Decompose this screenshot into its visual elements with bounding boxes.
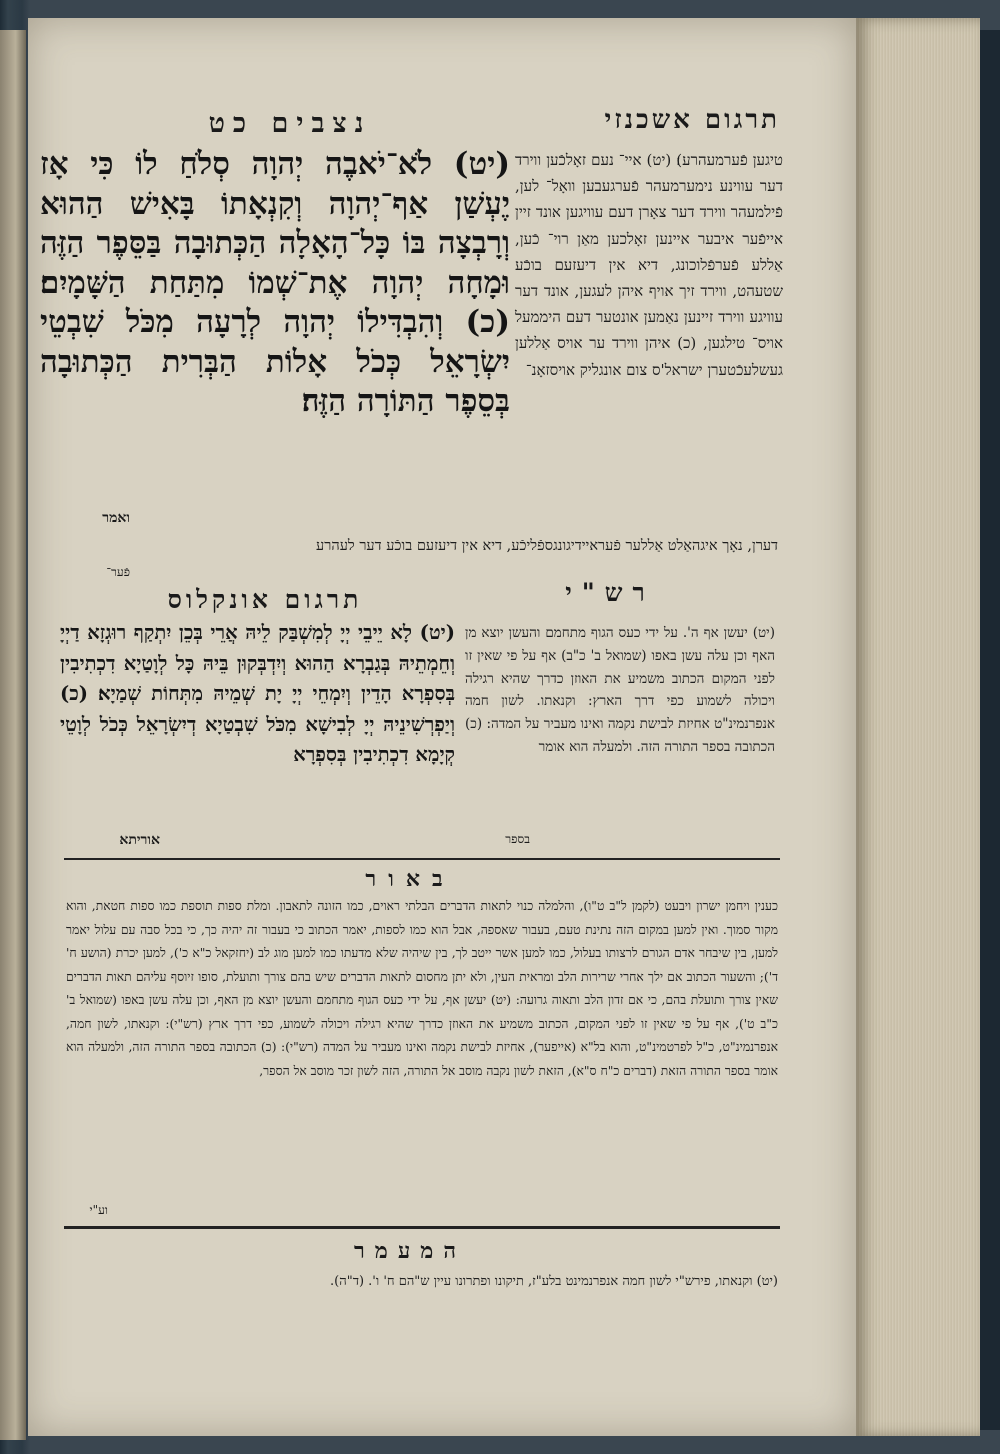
page-stack-edge (856, 18, 980, 1436)
german-translation: טיגען פֿערמעהרע)׃ (יט) איי־ נעם זאָלכֿען ווירד דער עווינע נימערמעהר פֿערגעבען וואָל־ לען, פֿילמעהר ווירד דער צאָרן דעם עוויגען אונד זיין אייפֿער איבער איינען זאָלכען מאַן רוי־ כֿען, אַללע פֿערפֿלוכונג, דיא אין דיעזעם בוכֿע שטעהט, ווירד זיך אויף איהן לעגען, אונד דער עוויגע ווירד זיינען נאַמען אונטער דעם היממעל אויס־ טילגען, (כ) איהן ווירד ער אויס אַללען געשלעכֿטערן ישראל'ס צום אונגליק אויסזאָנ־ (515, 151, 783, 379)
rashi-title: רש"י (565, 578, 655, 607)
divider-rule-bottom (64, 1226, 780, 1229)
onkelos-text: (יט) לָא יֵיבֵי יְיָ לְמִשְׁבַּק לֵיהּ אֲרֵי בְּכֵן יִתְקַף רוּגְזָא דַיְיָ וְחֵמְתֵיהּ בְּגַבְרָא הַהוּא וְיִדְבְּקוּן בֵּיהּ כָּל לְוָטַיָא דִכְתִיבִין בְּסִפְרָא הָדֵין וְיִמְחֵי יְיָ יָת שְׁמֵיהּ מִתְּחוֹת שְׁמַיָא׃ (כ) וְיַפְרְשִׁינֵיהּ יְיָ לְבִישָׁא מִכֹּל שִׁבְטַיָא דְיִשְׂרָאֵל כְּכֹל לְוָטֵי קְיָמָא דִכְתִיבִין בְּסִפְרָא (60, 621, 455, 766)
divider-rule-top (64, 858, 780, 860)
onkelos-title: תרגום אונקלוס (167, 585, 363, 614)
verse-catchword: ואמר (102, 510, 130, 526)
previous-page-edge (0, 30, 26, 1440)
header-targum-ashkenazi: תרגום אשכנזי (604, 105, 780, 135)
rashi-catchword: בספר (505, 832, 530, 846)
meamer-title: המעמר (354, 1238, 466, 1264)
meamer-text: (יט) וקנאתו, פירש"י לשון חמה אנפרנמינט בלע"ז, תיקונו ופתרונו עיין ש"הם ח' ו'. (ד"ה). (330, 1274, 778, 1289)
onkelos-catchword: אוריתא (119, 832, 160, 848)
german-catchword: פֿער־ (106, 565, 130, 579)
german-translation-fullline: דערן, נאָך איגהאַלט אַללער פֿעראיידיגונגספֿליכֿע, דיא אין דיעזעם בוכֿע דער לעהרע (316, 538, 778, 554)
header-parasha: נצבים כט (208, 108, 372, 139)
biur-title: באור (365, 866, 455, 892)
biur-text: כענין ויחמן ישרון ויבעט (לקמן ל"ב ט"ו), והלמלה כנוי לתאות הדברים הבלתי ראוים, כמו הזונה לתאבון. ומלת ספות תוספת כמו ספות חטאת, והוא מקור סמוך. ואין למען במקום הזה נתינת טעם, בעבור שאספה, אבל הוא כמו לספות, יאמר הכתוב כי בעבור זה יהיה כך, כי בכל סבה עם עלול יאמר למען, בין שיבחר אדם הגורם לרצותו בעלול, כמו למען אשר ייטב לך, בין שיהיה שלא מדעתו כמו למען מוג לב (יחזקאל כ"א כ'), למען יכרת (הושע ח' ד'); והשעור הכתוב אם ילך אחרי שרירות הלב ומראית העין, ולא יתן מחסום לתאות הדברים שיש בהם צורך ותועלת, סופו זיוסף עליהם תאות הדברים שאין צורך ותועלת בהם, כי אם זדון הלב ותאוה גרועה: (יט) יעשן אף, על ידי כעס הגוף מתחמם והעשן יוצא מן האף, וכן עלה עשן באפו (שמואל ב' כ"ב ט'), אף על פי שאין זו לפני המקום, הכתוב משמיע את האוזן כדרך שהיא רגילה ויכולה לשמוע, כפי דרך ארץ (רש"י): וקנאתו, לשון חמה, אנפרנמינ"ט, כ"ל לפרטמינ"ט, והוא בל"א (אייפער), אחיזת לבישת נקמה ואינו מעביר על המדה (רש"י): (כ) הכתובה בספר התורה הזה, ולמעלה הוא אומר בספר התורה הזאת (דברים כ"ח ס"א), הזאת לשון נקבה מוסב אל התורה, הזה לשון זכר מוסב אל הספר, (66, 899, 778, 1078)
biur-end: וע"י (89, 1203, 108, 1217)
scan-border (980, 30, 1000, 1430)
hebrew-verse: (יט) לֹא־יֹאבֶה יְהוָה סְלֹחַ לוֹ כִּי אָז יֶעְשַׁן אַף־יְהוָה וְקִנְאָתוֹ בָּאִישׁ הַהוּא וְרָבְצָה בּוֹ כָּל־הָאָלָה הַכְּתוּבָה בַּסֵּפֶר הַזֶּה וּמָחָה יְהוָה אֶת־שְׁמוֹ מִתַּחַת הַשָּׁמָיִם׃ (כ) וְהִבְדִּילוֹ יְהוָה לְרָעָה מִכֹּל שִׁבְטֵי יִשְׂרָאֵל כְּכֹל אָלוֹת הַבְּרִית הַכְּתוּבָה בְּסֵפֶר הַתּוֹרָה הַזֶּה׃ (40, 146, 510, 419)
rashi-text: (יט) יעשן אף ה'. על ידי כעס הגוף מתחמם והעשן יוצא מן האף וכן עלה עשן באפו (שמואל ב' כ"ב) אף על פי שאין זו לפני המקום הכתוב משמיע את האוזן כדרך שהיא רגילה ויכולה לשמוע כפי דרך הארץ: וקנאתו. לשון חמה אנפרנמינ"ט אחיזת לבישת נקמה ואינו מעביר על המדה: (כ) הכתובה בספר התורה הזה. ולמעלה הוא אומר (465, 625, 775, 755)
